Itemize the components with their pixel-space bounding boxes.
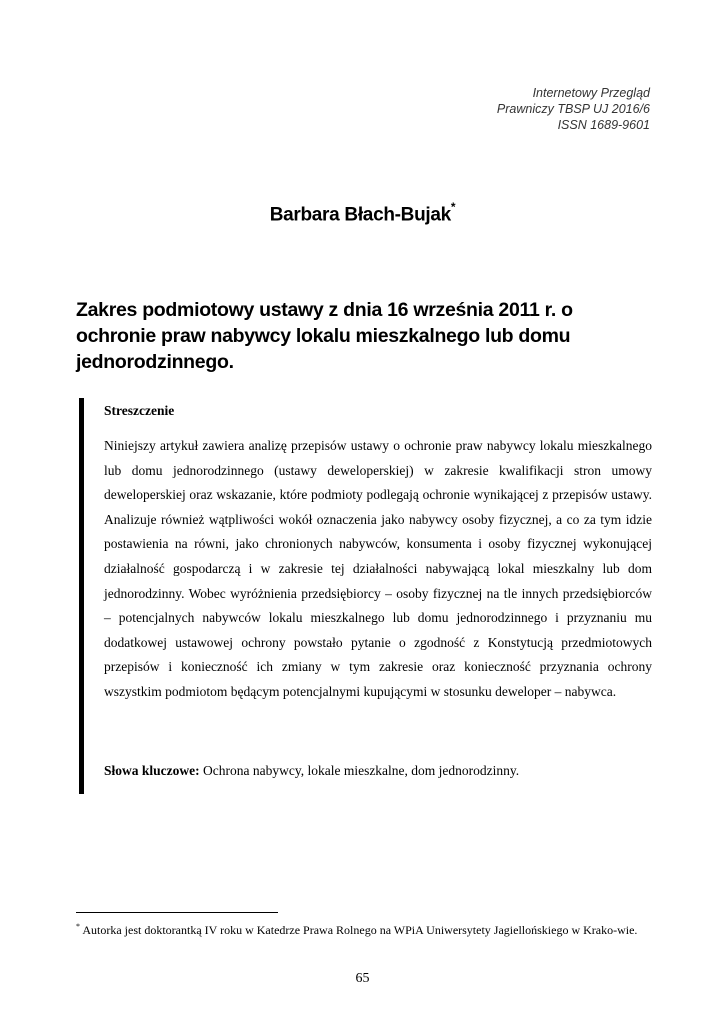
abstract-section xyxy=(104,402,652,705)
abstract-side-bar xyxy=(79,398,84,794)
journal-name-line-1: Internetowy Przegląd xyxy=(532,86,650,100)
footnote xyxy=(76,919,652,938)
author-name: Barbara Błach-Bujak xyxy=(269,204,451,226)
abstract-body: Niniejszy artykuł zawiera analizę przepisów ustawy o ochronie praw nabywcy lokalu mieszkalnego lub domu jednorodzinnego (ustawy deweloperskiej) w zakresie kwalifikacji stron umowy deweloperskiej oraz wskazanie, które podmioty podlegają ochronie wynikającej z przepisów ustawy. Analizuje również wątpliwości wokół oznaczenia jako nabywcy osoby fizycznej, a co za tym idzie postawienia na równi, jako chronionych nabywców, konsumenta i osoby fizycznej wykonującej działalność gospodarczą i w zakresie tej działalności nabywającą lokal mieszkalny lub dom jednorodzinny. Wobec wyróżnienia przedsiębiorcy – osoby fizycznej na tle innych przedsiębiorców – potencjalnych nabywców lokalu mieszkalnego lub domu jednorodzinnego i przyznaniu mu dodatkowej ustawowej ochrony powstało pytanie o zgodność z Konstytucją przedmiotowych przepisów i konieczność ich zmiany w tym zakresie oraz konieczność przyznania ochrony wszystkim podmiotom będącym potencjalnymi kupującymi w stosunku deweloper – nabywca. xyxy=(104,438,652,699)
keywords-label: Słowa kluczowe: xyxy=(104,763,200,778)
footnote-text: Autorka jest doktorantką IV roku w Katedrze Prawa Rolnego na WPiA Uniwersytety Jagiellońskiego w Krako-wie. xyxy=(80,923,638,937)
journal-header xyxy=(497,85,650,133)
page-number: 65 xyxy=(355,971,370,986)
author-footnote-marker: * xyxy=(450,200,456,214)
abstract-heading: Streszczenie xyxy=(104,403,175,418)
author-byline xyxy=(0,202,725,226)
journal-name-line-2: Prawniczy TBSP UJ 2016/6 xyxy=(496,102,650,116)
footnote-marker: * xyxy=(76,922,80,931)
journal-issn: ISSN 1689-9601 xyxy=(557,118,650,132)
keywords xyxy=(104,763,519,779)
footnote-divider xyxy=(76,912,278,913)
article-title: Zakres podmiotowy ustawy z dnia 16 września 2011 r. o ochronie praw nabywcy lokalu mieszkalnego lub domu jednorodzinnego. xyxy=(76,299,573,373)
keywords-text: Ochrona nabywcy, lokale mieszkalne, dom jednorodzinny. xyxy=(199,763,520,778)
